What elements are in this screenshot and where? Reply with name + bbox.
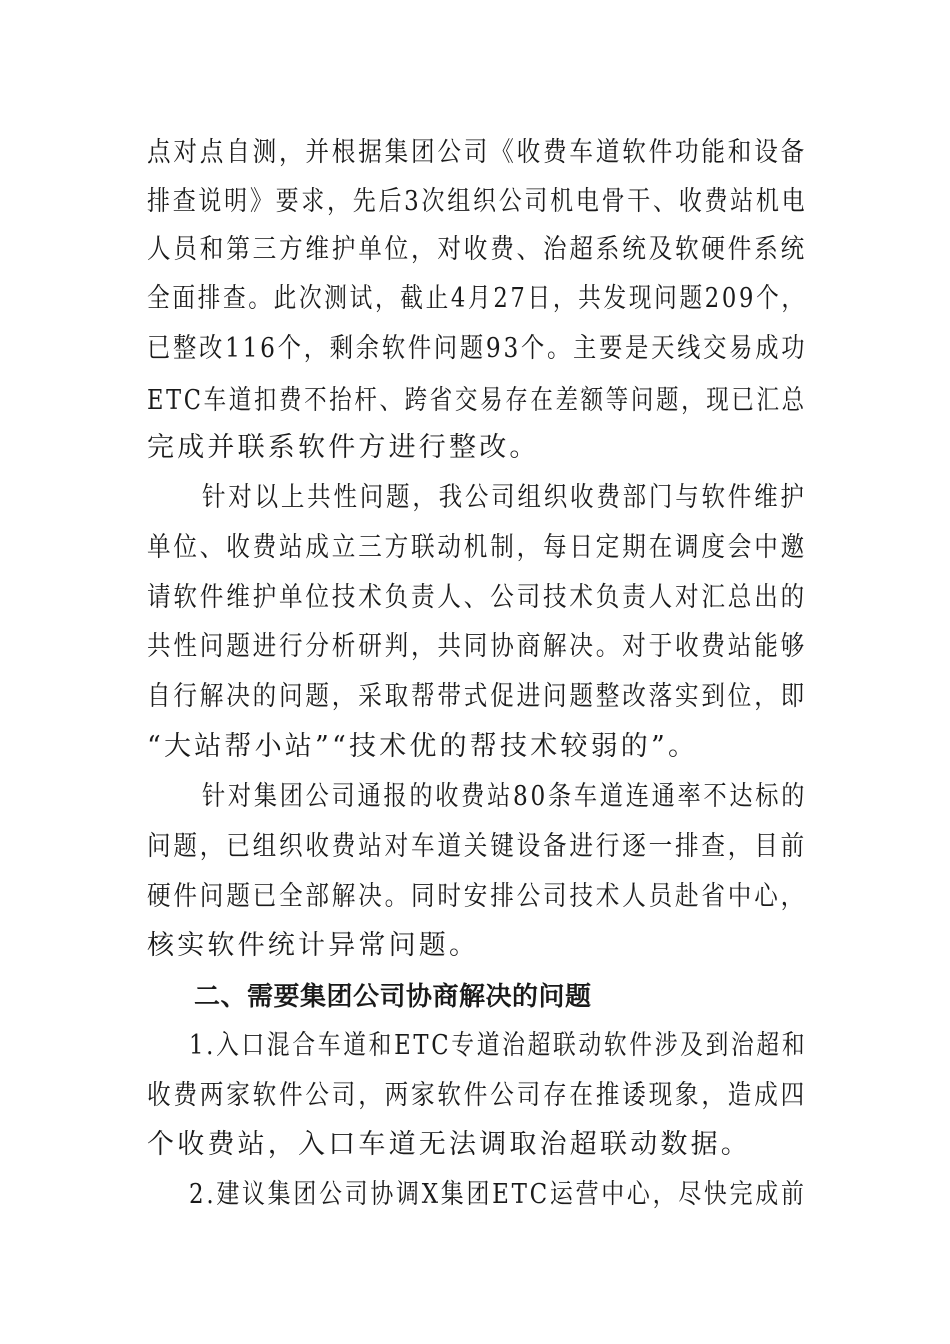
paragraph-line: 自行解决的问题，采取帮带式促进问题整改落实到位，即 (147, 681, 807, 712)
section-heading: 二、需要集团公司协商解决的问题 (194, 982, 592, 1012)
paragraph-line: 硬件问题已全部解决。同时安排公司技术人员赴省中心， (147, 881, 807, 912)
paragraph-line: 人员和第三方维护单位，对收费、治超系统及软硬件系统 (147, 234, 807, 265)
paragraph-line: 单位、收费站成立三方联动机制，每日定期在调度会中邀 (147, 532, 807, 563)
paragraph-line: 排查说明》要求，先后3次组织公司机电骨干、收费站机电 (147, 186, 808, 217)
paragraph-line: 完成并联系软件方进行整改。 (147, 432, 540, 463)
paragraph-line: 1.入口混合车道和ETC专道治超联动软件涉及到治超和 (189, 1030, 808, 1061)
paragraph-line: 针对集团公司通报的收费站80条车道连通率不达标的 (202, 781, 808, 812)
paragraph-line: ETC车道扣费不抬杆、跨省交易存在差额等问题，现已汇总 (147, 385, 807, 416)
paragraph-line: 全面排查。此次测试，截止4月27日，共发现问题209个， (147, 283, 807, 314)
paragraph-line: 点对点自测，并根据集团公司《收费车道软件功能和设备 (147, 137, 807, 168)
paragraph-line: 请软件维护单位技术负责人、公司技术负责人对汇总出的 (147, 582, 807, 613)
paragraph-line: “大站帮小站”“技术优的帮技术较弱的”。 (147, 731, 699, 762)
paragraph-line: 核实软件统计异常问题。 (147, 930, 480, 961)
paragraph-line: 已整改116个，剩余软件问题93个。主要是天线交易成功 (147, 333, 808, 364)
paragraph-line: 问题，已组织收费站对车道关键设备进行逐一排查，目前 (147, 831, 807, 862)
paragraph-line: 收费两家软件公司，两家软件公司存在推诿现象，造成四 (147, 1080, 807, 1111)
paragraph-line: 针对以上共性问题，我公司组织收费部门与软件维护 (202, 482, 807, 513)
paragraph-line: 共性问题进行分析研判，共同协商解决。对于收费站能够 (147, 631, 807, 662)
paragraph-line: 2.建议集团公司协调X集团ETC运营中心，尽快完成前 (189, 1179, 807, 1210)
paragraph-line: 个收费站，入口车道无法调取治超联动数据。 (147, 1129, 751, 1160)
